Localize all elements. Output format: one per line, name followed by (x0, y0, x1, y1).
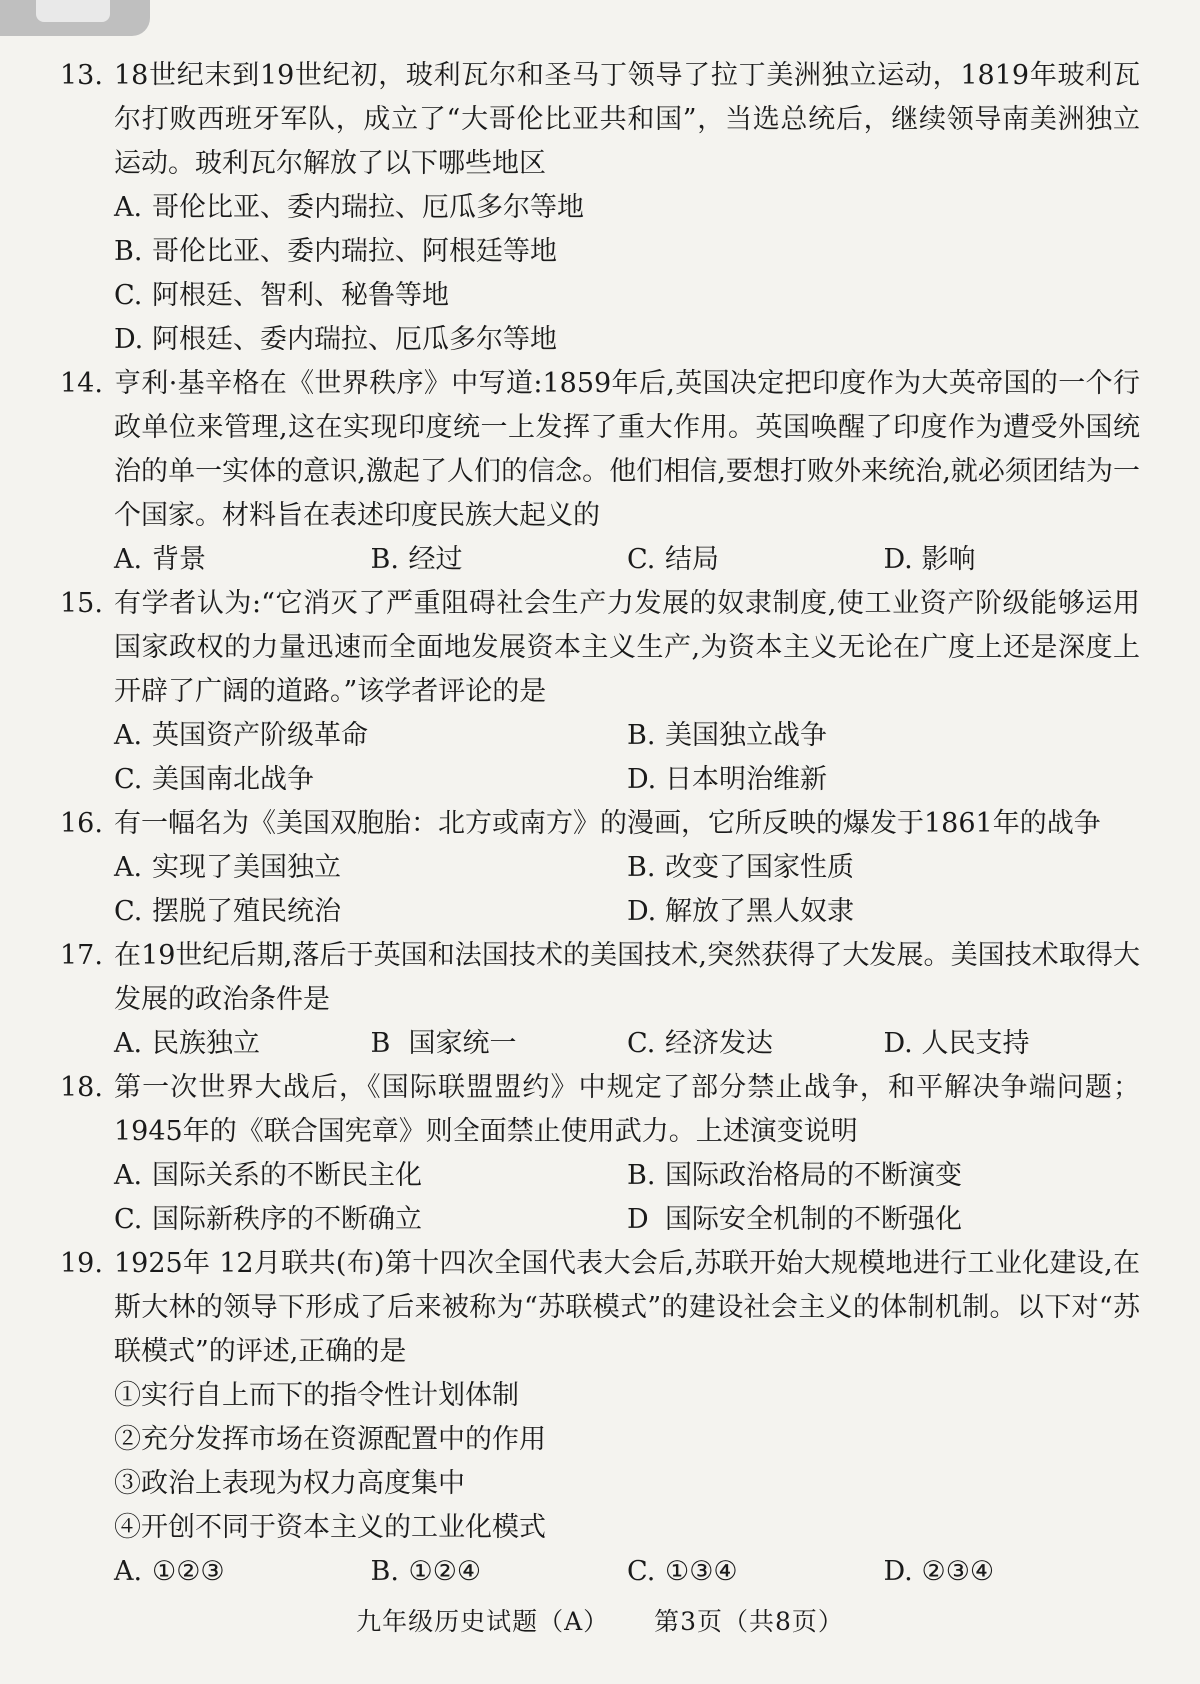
option-b: B 国家统一 (370, 1028, 517, 1059)
option-b: B. 改变了国家性质 (627, 852, 854, 883)
question-stem: 有一幅名为《美国双胞胎：北方或南方》的漫画，它所反映的爆发于1861年的战争 (114, 808, 1101, 839)
statement-3: ③政治上表现为权力高度集中 (114, 1468, 465, 1499)
question-stem: 第一次世界大战后，《国际联盟盟约》中规定了部分禁止战争，和平解决争端问题；1945年的《联合国宪章》则全面禁止使用武力。上述演变说明 (114, 1072, 1140, 1147)
option-c: C. ①③④ (627, 1556, 738, 1587)
option-b: B. ①②④ (370, 1556, 482, 1587)
option-a: A. 哥伦比亚、委内瑞拉、厄瓜多尔等地 (114, 192, 584, 223)
question-number: 17. (60, 940, 103, 971)
option-c: C. 经济发达 (627, 1028, 773, 1059)
statement-1: ①实行自上而下的指令性计划体制 (114, 1380, 519, 1411)
question-13 (60, 54, 1140, 362)
option-list (60, 186, 1140, 362)
option-c: C. 结局 (627, 544, 719, 575)
page-number: 第3页（共8页） (654, 1607, 844, 1636)
option-b: B. 国际政治格局的不断演变 (627, 1160, 962, 1191)
option-a: A. ①②③ (114, 1556, 225, 1587)
question-stem: 18世纪末到19世纪初，玻利瓦尔和圣马丁领导了拉丁美洲独立运动，1819年玻利瓦尔打败西班牙军队，成立了“大哥伦比亚共和国”，当选总统后，继续领导南美洲独立运动。玻利瓦尔解放了以下哪些地区 (114, 60, 1140, 179)
question-stem: 1925年 12月联共(布)第十四次全国代表大会后,苏联开始大规模地进行工业化建设,在斯大林的领导下形成了后来被称为“苏联模式”的建设社会主义的体制机制。以下对“苏联模式”的评述,正确的是 (114, 1248, 1140, 1367)
option-d: D. 人民支持 (883, 1028, 1030, 1059)
question-18 (60, 1066, 1140, 1242)
option-d: D. ②③④ (883, 1556, 995, 1587)
question-number: 16. (60, 808, 103, 839)
question-16 (60, 802, 1140, 934)
page-footer (0, 1602, 1200, 1638)
option-a: A. 实现了美国独立 (114, 852, 341, 883)
option-d: D. 影响 (883, 544, 976, 575)
option-list (60, 1550, 1140, 1594)
exam-page (60, 54, 1140, 1594)
question-number: 19. (60, 1248, 103, 1279)
option-c: C. 国际新秩序的不断确立 (114, 1204, 422, 1235)
scan-corner-mark (36, 0, 110, 22)
option-b: B. 美国独立战争 (627, 720, 827, 751)
option-a: A. 背景 (114, 544, 206, 575)
statement-2: ②充分发挥市场在资源配置中的作用 (114, 1424, 546, 1455)
option-c: C. 美国南北战争 (114, 764, 314, 795)
option-list (60, 1022, 1140, 1066)
statement-list (60, 1374, 1140, 1550)
option-b: B. 哥伦比亚、委内瑞拉、阿根廷等地 (114, 236, 557, 267)
question-number: 13. (60, 60, 103, 91)
question-stem: 在19世纪后期,落后于英国和法国技术的美国技术,突然获得了大发展。美国技术取得大发展的政治条件是 (114, 940, 1140, 1015)
question-17 (60, 934, 1140, 1066)
option-a: A. 英国资产阶级革命 (114, 720, 368, 751)
option-a: A. 民族独立 (114, 1028, 260, 1059)
option-list (60, 538, 1140, 582)
option-c: C. 阿根廷、智利、秘鲁等地 (114, 280, 449, 311)
question-stem: 有学者认为:“它消灭了严重阻碍社会生产力发展的奴隶制度,使工业资产阶级能够运用国家政权的力量迅速而全面地发展资本主义生产,为资本主义无论在广度上还是深度上开辟了广阔的道路。”该学者评论的是 (114, 588, 1140, 707)
statement-4: ④开创不同于资本主义的工业化模式 (114, 1512, 546, 1543)
option-list (60, 846, 1140, 934)
question-14 (60, 362, 1140, 582)
question-19 (60, 1242, 1140, 1594)
question-15 (60, 582, 1140, 802)
option-d: D. 日本明治维新 (627, 764, 827, 795)
option-d: D. 解放了黑人奴隶 (627, 896, 854, 927)
option-c: C. 摆脱了殖民统治 (114, 896, 341, 927)
option-b: B. 经过 (370, 544, 463, 575)
question-number: 15. (60, 588, 103, 619)
option-list (60, 1154, 1140, 1242)
option-list (60, 714, 1140, 802)
option-d: D. 阿根廷、委内瑞拉、厄瓜多尔等地 (114, 324, 557, 355)
scan-corner-shadow (0, 0, 150, 36)
question-number: 14. (60, 368, 103, 399)
question-stem: 亨利·基辛格在《世界秩序》中写道:1859年后,英国决定把印度作为大英帝国的一个行政单位来管理,这在实现印度统一上发挥了重大作用。英国唤醒了印度作为遭受外国统治的单一实体的意识,激起了人们的信念。他们相信,要想打败外来统治,就必须团结为一个国家。材料旨在表述印度民族大起义的 (114, 368, 1140, 531)
question-number: 18. (60, 1072, 103, 1103)
exam-title: 九年级历史试题（A） (356, 1607, 610, 1636)
option-d: D 国际安全机制的不断强化 (627, 1204, 962, 1235)
option-a: A. 国际关系的不断民主化 (114, 1160, 422, 1191)
